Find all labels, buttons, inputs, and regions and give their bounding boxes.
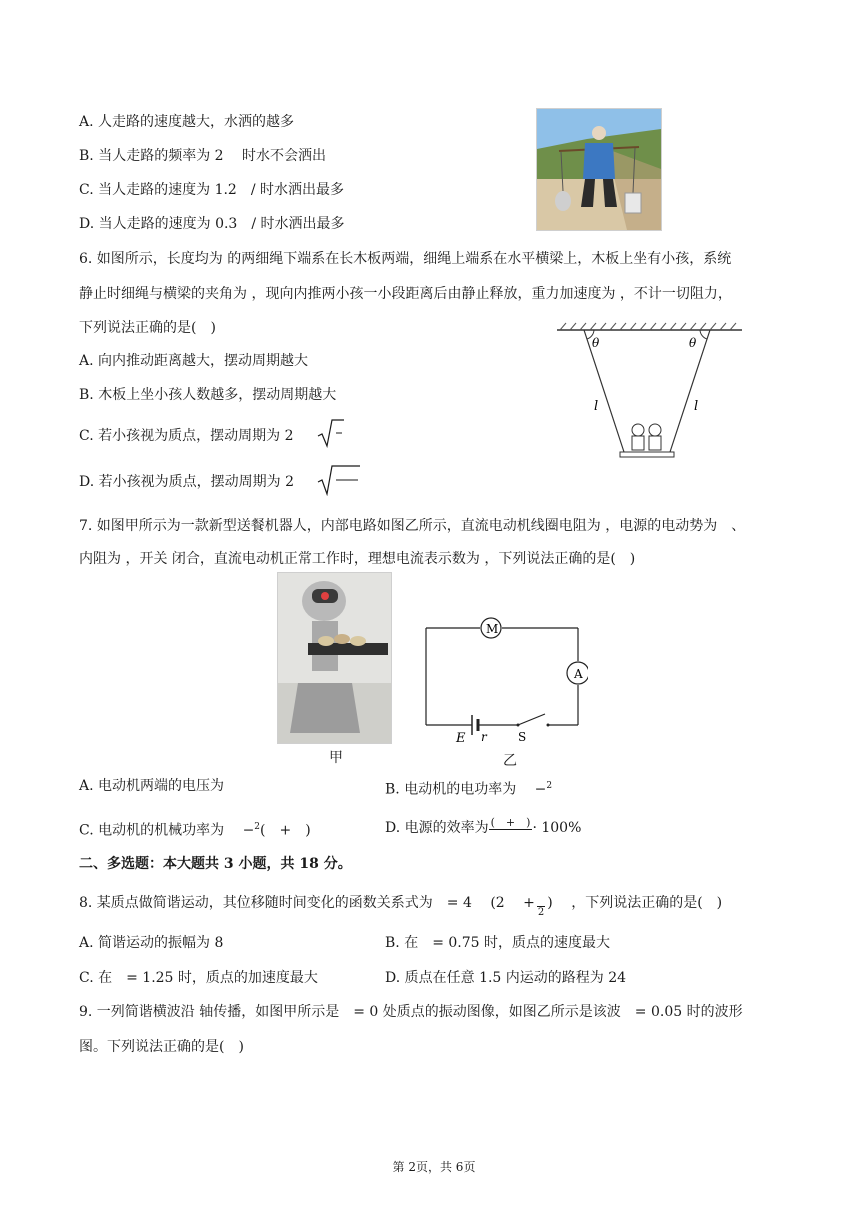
internal-resistance-label: r (481, 730, 487, 744)
q9-stem-line2: 图。下列说法正确的是( ) (79, 1039, 244, 1055)
q7-option-d: D. 电源的效率为 ( + ) · 100% (385, 816, 582, 836)
q6-option-a: A. 向内推动距离越大，摆动周期越大 (79, 353, 309, 369)
q7-figure-caption-b: 乙 (503, 753, 517, 769)
q8-option-b: B. 在 = 0.75 时，质点的速度最大 (385, 935, 610, 951)
q6-stem-line2: 静止时细绳与横梁的夹角为 ，现向内推两小孩一小段距离后由静止释放，重力加速度为 ，不计一切阻力， (79, 286, 732, 302)
q6-length-left-label: l (594, 399, 599, 414)
q9-stem-line1: 9. 一列简谐横波沿 轴传播，如图甲所示是 = 0 处质点的振动图像，如图乙所示是该波 = 0.05 时的波形 (79, 1004, 743, 1020)
q8-stem: 8. 某质点做简谐运动，其位移随时间变化的函数关系式为 = 4 (2 +2) ，下列说法正确的是( ) (79, 895, 723, 918)
q7-figure-caption-a: 甲 (329, 750, 343, 766)
q8-option-a: A. 简谐运动的振幅为 8 (79, 935, 224, 951)
q6-option-b: B. 木板上坐小孩人数越多，摆动周期越大 (79, 387, 337, 403)
switch-label: S (518, 730, 527, 744)
delivery-robot-photo (277, 572, 392, 744)
q8-option-c: C. 在 = 1.25 时，质点的加速度最大 (79, 970, 318, 986)
q6-option-d-sqrt-icon (316, 462, 366, 496)
q6-option-c-sqrt-icon (316, 418, 346, 448)
section-multiple-choice-header: 二、多选题：本大题共 3 小题，共 18 分。 (79, 856, 352, 872)
q5-option-d: D. 当人走路的速度为 0.3 / 时水洒出最多 (79, 216, 345, 232)
q5-option-a: A. 人走路的速度越大，水洒的越多 (79, 114, 295, 130)
page-number-footer: 第 2页，共 6页 (392, 1160, 476, 1174)
q7-option-a: A. 电动机两端的电压为 (79, 778, 225, 794)
woman-carrying-water-photo (536, 108, 662, 231)
ammeter-symbol-label: A (574, 667, 583, 681)
q6-angle-right-label: θ (689, 336, 697, 350)
q7-stem-line2: 内阻为 ，开关 闭合，直流电动机正常工作时，理想电流表示数为 ，下列说法正确的是( ) (79, 551, 636, 567)
motor-symbol-label: M (486, 622, 499, 636)
q5-option-b: B. 当人走路的频率为 2 时水不会洒出 (79, 148, 326, 164)
q6-option-c: C. 若小孩视为质点，摆动周期为 2 (79, 428, 294, 444)
q7-stem-line1: 7. 如图甲所示为一款新型送餐机器人，内部电路如图乙所示，直流电动机线圈电阻为 ，电源的电动势为 、 (79, 518, 746, 534)
q5-option-c: C. 当人走路的速度为 1.2 / 时水洒出最多 (79, 182, 344, 198)
q8-option-d: D. 质点在任意 1.5 内运动的路程为 24 (385, 970, 627, 986)
q6-swing-figure (552, 318, 747, 464)
q7-option-b: B. 电动机的电功率为 −$^2$ (385, 781, 553, 798)
q7-option-c: C. 电动机的机械功率为 −$^2$( + ) (79, 822, 311, 839)
emf-label: E (456, 731, 466, 746)
q6-stem-line3: 下列说法正确的是( ) (79, 320, 216, 336)
q6-angle-left-label: θ (592, 336, 600, 350)
q6-option-d: D. 若小孩视为质点，摆动周期为 2 (79, 474, 294, 490)
q7-circuit-diagram (418, 614, 588, 746)
q6-stem-line1: 6. 如图所示，长度均为 的两细绳下端系在长木板两端，细绳上端系在水平横梁上，木板上坐有小孩，系统 (79, 251, 732, 267)
q6-length-right-label: l (694, 399, 699, 414)
